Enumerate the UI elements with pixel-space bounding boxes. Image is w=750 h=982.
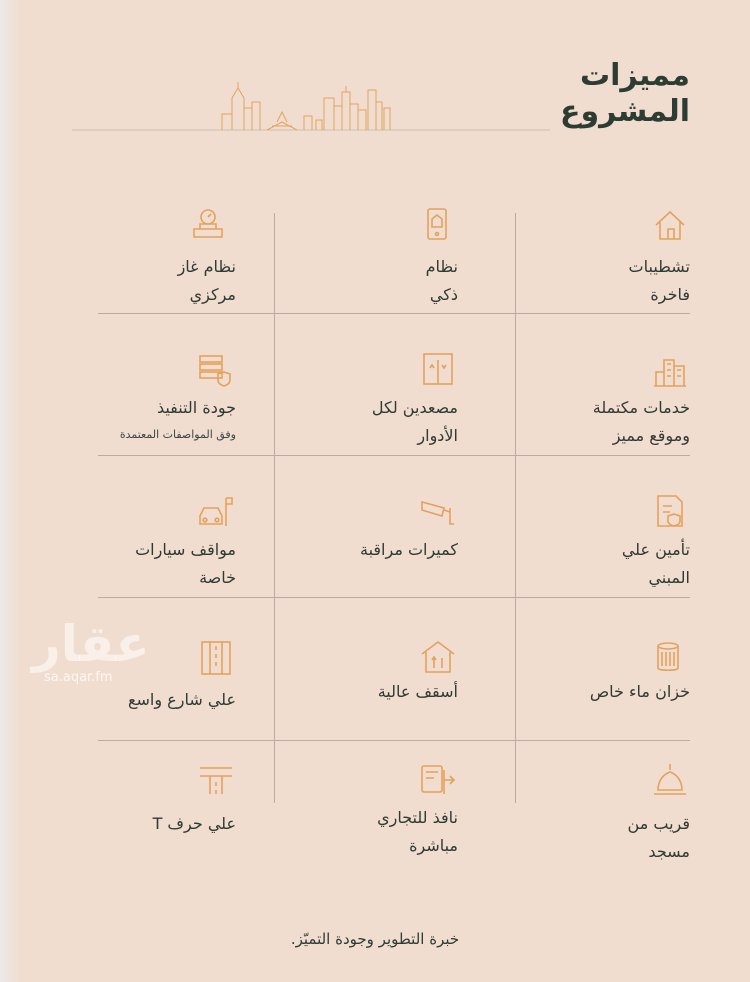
page-title-line2: المشروع	[560, 94, 690, 129]
water-tank-icon	[650, 638, 690, 678]
watermark-text: عقار	[32, 615, 150, 673]
grid-divider	[98, 597, 690, 598]
grid-divider	[98, 455, 690, 456]
grid-divider	[98, 313, 690, 314]
page-title-line1: مميزات	[579, 58, 690, 93]
feature-card	[16, 350, 236, 450]
city-skyline-icon	[72, 80, 552, 134]
elevator-icon	[418, 350, 458, 390]
feature-label: أسقف عالية	[377, 682, 458, 701]
feature-sublabel: وفق المواصفات المعتمدة	[119, 428, 236, 441]
feature-label: جودة التنفيذ	[156, 398, 236, 417]
t-junction-icon	[196, 760, 236, 800]
smart-home-icon	[418, 205, 458, 245]
feature-card	[238, 638, 458, 738]
wide-street-icon	[196, 638, 236, 678]
feature-label: نظام ذكي	[425, 257, 458, 304]
feature-label: مصعدين لكل الأدوار	[371, 398, 458, 445]
feature-label: خزان ماء خاص	[589, 682, 690, 701]
feature-label: قريب من مسجد	[627, 814, 690, 861]
feature-card	[470, 205, 690, 305]
page-title	[560, 58, 690, 130]
aqar-watermark	[32, 616, 150, 685]
feature-label: علي شارع واسع	[128, 690, 236, 709]
quality-stack-icon	[196, 350, 236, 390]
buildings-icon	[650, 350, 690, 390]
feature-card	[16, 760, 236, 860]
feature-label: مواقف سيارات خاصة	[135, 540, 236, 587]
security-camera-icon	[418, 492, 458, 532]
feature-label: كميرات مراقبة	[359, 540, 458, 559]
feature-card	[470, 760, 690, 860]
footer-tagline: خبرة التطوير وجودة التميّز.	[290, 930, 460, 948]
feature-card	[16, 205, 236, 305]
feature-card	[238, 205, 458, 305]
insurance-document-icon	[650, 492, 690, 532]
feature-label: نظام غاز مركزي	[177, 257, 236, 304]
feature-card	[470, 638, 690, 738]
parking-car-icon	[196, 492, 236, 532]
feature-card	[238, 492, 458, 592]
feature-label: نافذ للتجاري مباشرة	[377, 808, 458, 855]
gas-system-icon	[188, 205, 228, 245]
watermark-url: sa.aqar.fm	[44, 670, 113, 685]
feature-card	[16, 492, 236, 592]
feature-card	[238, 760, 458, 860]
commercial-access-icon	[418, 760, 458, 800]
feature-label: تشطيبات فاخرة	[628, 257, 690, 304]
feature-card	[470, 492, 690, 592]
house-icon	[650, 205, 690, 245]
feature-card	[470, 350, 690, 450]
feature-label: خدمات مكتملة وموقع مميز	[592, 398, 690, 445]
feature-card	[238, 350, 458, 450]
high-ceiling-icon	[418, 638, 458, 678]
feature-label: علي حرف T	[152, 814, 236, 833]
grid-divider	[98, 740, 690, 741]
feature-label: تأمين علي المبني	[621, 540, 690, 587]
mosque-dome-icon	[650, 760, 690, 800]
